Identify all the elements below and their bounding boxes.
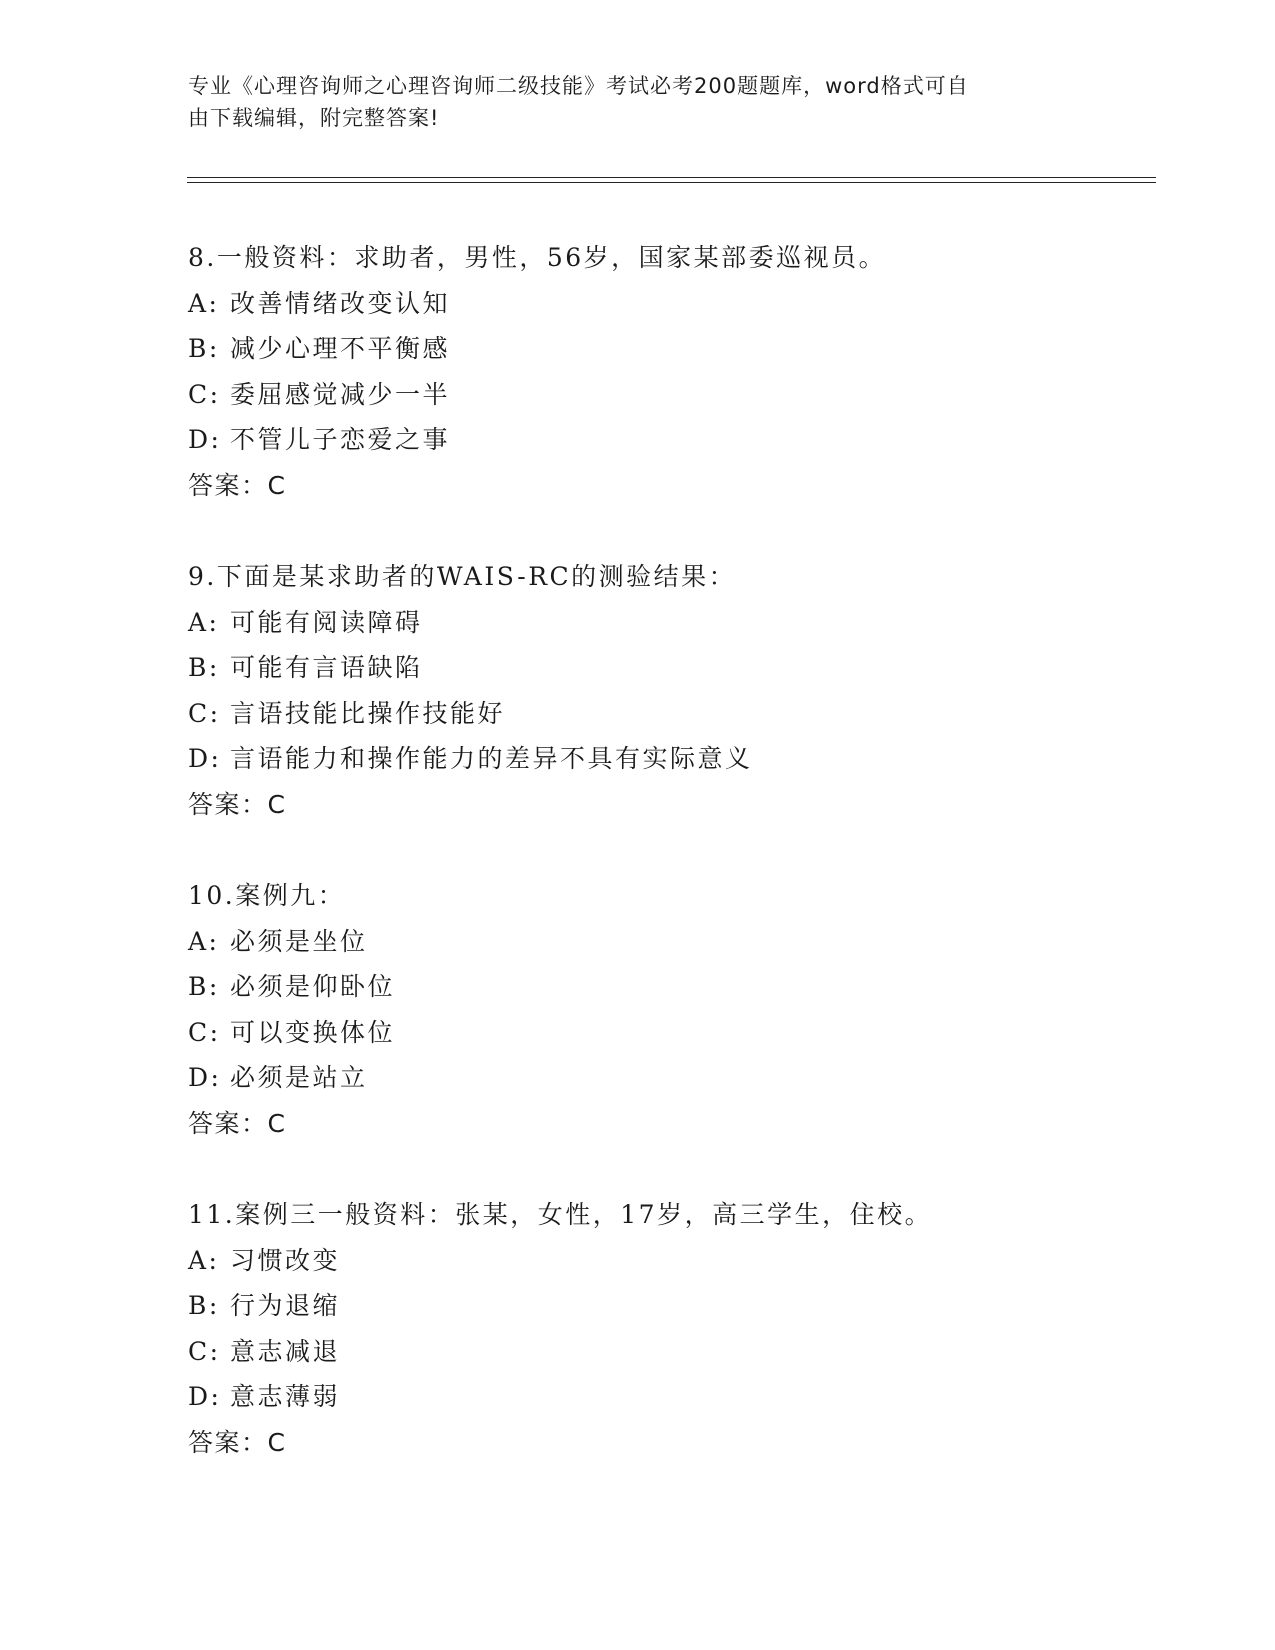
header-line-2: 由下载编辑，附完整答案! <box>188 106 440 130</box>
option-key: B: <box>188 972 220 1002</box>
option-text: 可以变换体位 <box>230 1017 396 1047</box>
question-9 <box>188 554 1188 828</box>
answer-line: 答案：C <box>188 1108 287 1138</box>
option-key: D: <box>188 744 222 774</box>
option-b <box>188 645 1188 691</box>
option-key: A: <box>188 1245 220 1275</box>
question-stem: 10.案例九： <box>188 881 346 910</box>
option-key: B: <box>188 1291 220 1321</box>
option-text: 委屈感觉减少一半 <box>230 379 451 409</box>
option-d <box>188 1055 1188 1101</box>
option-text: 言语技能比操作技能好 <box>230 698 506 728</box>
option-key: C: <box>188 698 221 728</box>
option-text: 必须是坐位 <box>230 926 368 956</box>
option-key: A: <box>188 926 220 956</box>
option-b <box>188 964 1188 1010</box>
option-key: C: <box>188 1336 221 1366</box>
option-text: 可能有阅读障碍 <box>230 607 423 637</box>
option-b <box>188 1283 1188 1329</box>
question-8 <box>188 235 1188 509</box>
option-key: C: <box>188 379 221 409</box>
answer-line: 答案：C <box>188 1427 287 1457</box>
header-divider-top <box>187 177 1156 178</box>
question-stem: 11.案例三一般资料：张某，女性，17岁，高三学生，住校。 <box>188 1200 933 1229</box>
option-key: B: <box>188 334 220 364</box>
option-text: 必须是站立 <box>230 1063 368 1093</box>
option-c <box>188 1010 1188 1056</box>
option-text: 习惯改变 <box>230 1245 341 1275</box>
option-key: D: <box>188 1382 222 1412</box>
option-a <box>188 600 1188 646</box>
option-a <box>188 919 1188 965</box>
option-text: 必须是仰卧位 <box>230 972 396 1002</box>
option-key: B: <box>188 653 220 683</box>
option-text: 言语能力和操作能力的差异不具有实际意义 <box>230 744 753 774</box>
option-text: 可能有言语缺陷 <box>230 653 423 683</box>
option-key: A: <box>188 288 220 318</box>
option-b <box>188 326 1188 372</box>
option-text: 不管儿子恋爱之事 <box>230 425 451 455</box>
question-stem: 8.一般资料：求助者，男性，56岁，国家某部委巡视员。 <box>188 243 887 272</box>
option-key: D: <box>188 1063 222 1093</box>
option-text: 意志薄弱 <box>230 1382 341 1412</box>
header-line-1: 专业《心理咨询师之心理咨询师二级技能》考试必考200题题库，word格式可自 <box>188 74 969 98</box>
option-text: 意志减退 <box>230 1336 341 1366</box>
answer-line: 答案：C <box>188 470 287 500</box>
option-c <box>188 1329 1188 1375</box>
option-d <box>188 1374 1188 1420</box>
option-text: 减少心理不平衡感 <box>230 334 451 364</box>
option-text: 改善情绪改变认知 <box>230 288 451 318</box>
question-stem: 9.下面是某求助者的WAIS-RC的测验结果： <box>188 562 737 591</box>
option-key: A: <box>188 607 220 637</box>
option-key: C: <box>188 1017 221 1047</box>
header-divider-bottom <box>187 182 1156 183</box>
option-c <box>188 691 1188 737</box>
option-c <box>188 372 1188 418</box>
option-key: D: <box>188 425 222 455</box>
document-header <box>188 70 1088 134</box>
question-10 <box>188 873 1188 1147</box>
option-a <box>188 1238 1188 1284</box>
answer-line: 答案：C <box>188 789 287 819</box>
option-a <box>188 281 1188 327</box>
option-text: 行为退缩 <box>230 1291 341 1321</box>
question-11 <box>188 1192 1188 1466</box>
option-d <box>188 736 1188 782</box>
option-d <box>188 417 1188 463</box>
